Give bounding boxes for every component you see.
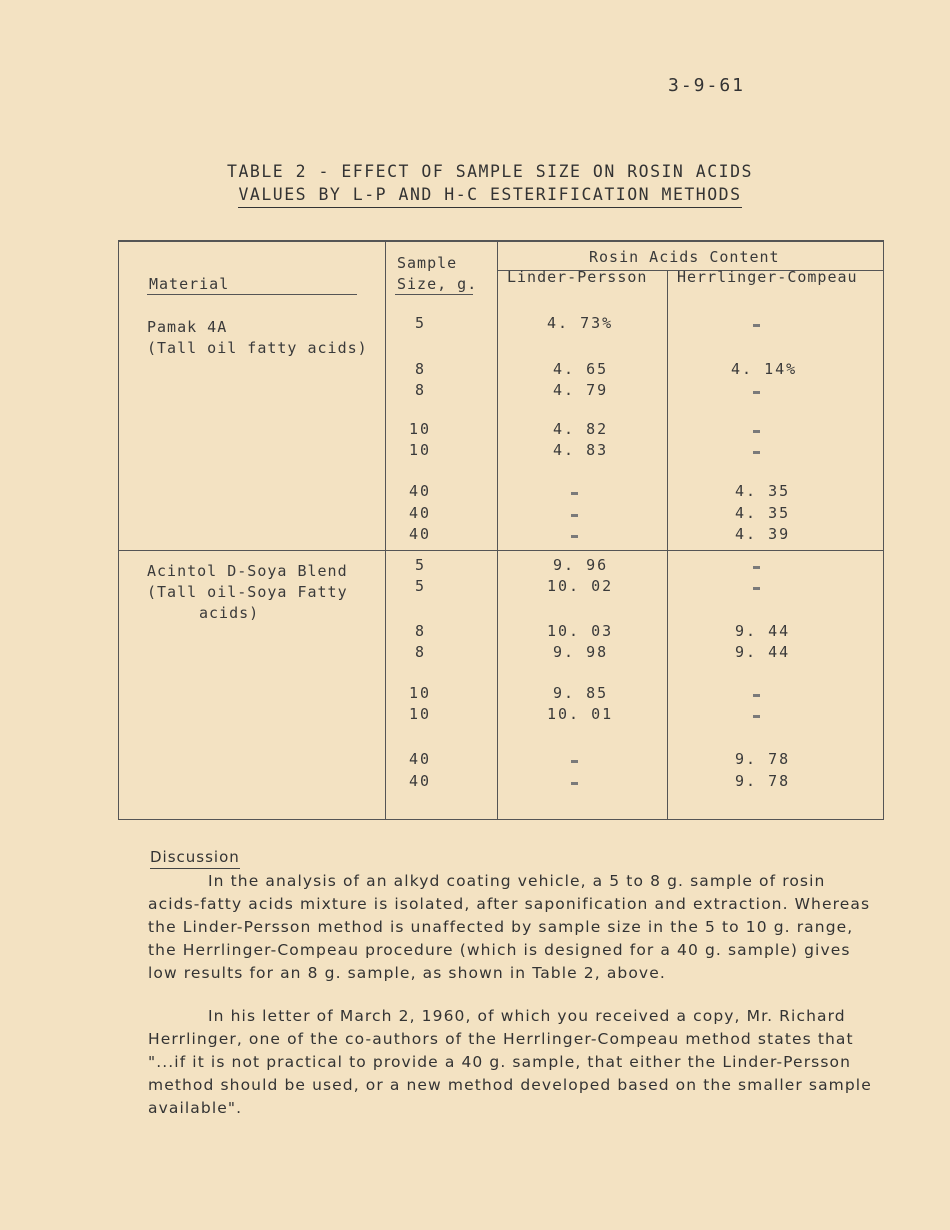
cell-herrlinger-compeau-dash [753,451,760,454]
cell-sample-size: 5 [415,314,427,332]
material-underline [147,294,357,295]
cell-sample-size: 10 [409,420,432,438]
cell-herrlinger-compeau-dash [753,694,760,697]
cell-linder-persson-dash [571,760,578,763]
header-sample-2: Size, g. [397,275,478,293]
cell-linder-persson-dash [571,535,578,538]
discussion-heading: Discussion [150,848,240,869]
cell-linder-persson: 4. 65 [553,360,609,378]
cell-linder-persson: 9. 98 [553,643,609,661]
cell-herrlinger-compeau-dash [753,587,760,590]
header-linder-persson: Linder-Persson [507,268,648,286]
cell-herrlinger-compeau: 9. 44 [735,643,791,661]
material-pamak: Pamak 4A [147,318,228,336]
cell-herrlinger-compeau: 4. 39 [735,525,791,543]
header-material: Material [149,275,230,293]
cell-sample-size: 40 [409,750,432,768]
cell-linder-persson: 10. 02 [547,577,614,595]
title-line-1: TABLE 2 - EFFECT OF SAMPLE SIZE ON ROSIN ACIDS [227,162,753,181]
cell-herrlinger-compeau: 4. 35 [735,504,791,522]
discussion-paragraph-1: In the analysis of an alkyd coating vehicle, a 5 to 8 g. sample of rosin acids-fatty acids mixture is isolated, after saponification and extraction. Whereas the Linder-Persson method is unaffected by sample size in the 5 to 10 g. range, the Herrlinger-Compeau procedure (which is designed for a 40 g. sample) gives low results for an 8 g. sample, as shown in Table 2, above. [148,872,871,982]
col-divider-size [497,242,498,819]
cell-linder-persson: 4. 73% [547,314,614,332]
header-rosin-content: Rosin Acids Content [589,248,780,266]
cell-sample-size: 40 [409,504,432,522]
cell-herrlinger-compeau: 4. 35 [735,482,791,500]
cell-sample-size: 5 [415,577,427,595]
cell-sample-size: 10 [409,705,432,723]
cell-sample-size: 8 [415,381,427,399]
col-divider-lp [667,270,668,819]
cell-linder-persson-dash [571,492,578,495]
cell-sample-size: 8 [415,360,427,378]
col-divider-material [385,242,386,819]
table-title [210,160,770,208]
cell-linder-persson-dash [571,514,578,517]
cell-herrlinger-compeau: 9. 44 [735,622,791,640]
material-pamak-desc: (Tall oil fatty acids) [147,339,368,357]
cell-linder-persson: 10. 01 [547,705,614,723]
cell-herrlinger-compeau-dash [753,430,760,433]
cell-herrlinger-compeau-dash [753,324,760,327]
cell-sample-size: 8 [415,643,427,661]
material-acintol-desc-2: acids) [199,604,260,622]
cell-sample-size: 10 [409,684,432,702]
cell-sample-size: 40 [409,772,432,790]
title-line-2: VALUES BY L-P AND H-C ESTERIFICATION METHODS [238,183,741,208]
cell-linder-persson: 9. 85 [553,684,609,702]
cell-sample-size: 40 [409,482,432,500]
group-divider [119,550,883,551]
cell-herrlinger-compeau: 4. 14% [731,360,798,378]
header-sample-1: Sample [397,254,458,272]
page-date: 3-9-61 [668,75,746,96]
cell-linder-persson: 10. 03 [547,622,614,640]
cell-sample-size: 10 [409,441,432,459]
cell-herrlinger-compeau: 9. 78 [735,750,791,768]
cell-herrlinger-compeau-dash [753,566,760,569]
cell-sample-size: 8 [415,622,427,640]
cell-herrlinger-compeau-dash [753,391,760,394]
cell-linder-persson: 4. 79 [553,381,609,399]
cell-linder-persson: 4. 82 [553,420,609,438]
sample-underline [395,294,473,295]
cell-herrlinger-compeau-dash [753,715,760,718]
cell-linder-persson-dash [571,782,578,785]
rosin-acids-table [118,240,884,820]
cell-linder-persson: 9. 96 [553,556,609,574]
cell-linder-persson: 4. 83 [553,441,609,459]
header-herrlinger-compeau: Herrlinger-Compeau [677,268,858,286]
cell-sample-size: 40 [409,525,432,543]
cell-herrlinger-compeau: 9. 78 [735,772,791,790]
material-acintol-desc: (Tall oil-Soya Fatty [147,583,348,601]
material-acintol: Acintol D-Soya Blend [147,562,348,580]
cell-sample-size: 5 [415,556,427,574]
discussion-paragraph-2: In his letter of March 2, 1960, of which you received a copy, Mr. Richard Herrlinger, one of the co-authors of the Herrlinger-Compeau method states that "...if it is not practical to provide a 40 g. sample, that either the Linder-Persson method should be used, or a new method developed based on the smaller sample available". [148,1007,872,1117]
